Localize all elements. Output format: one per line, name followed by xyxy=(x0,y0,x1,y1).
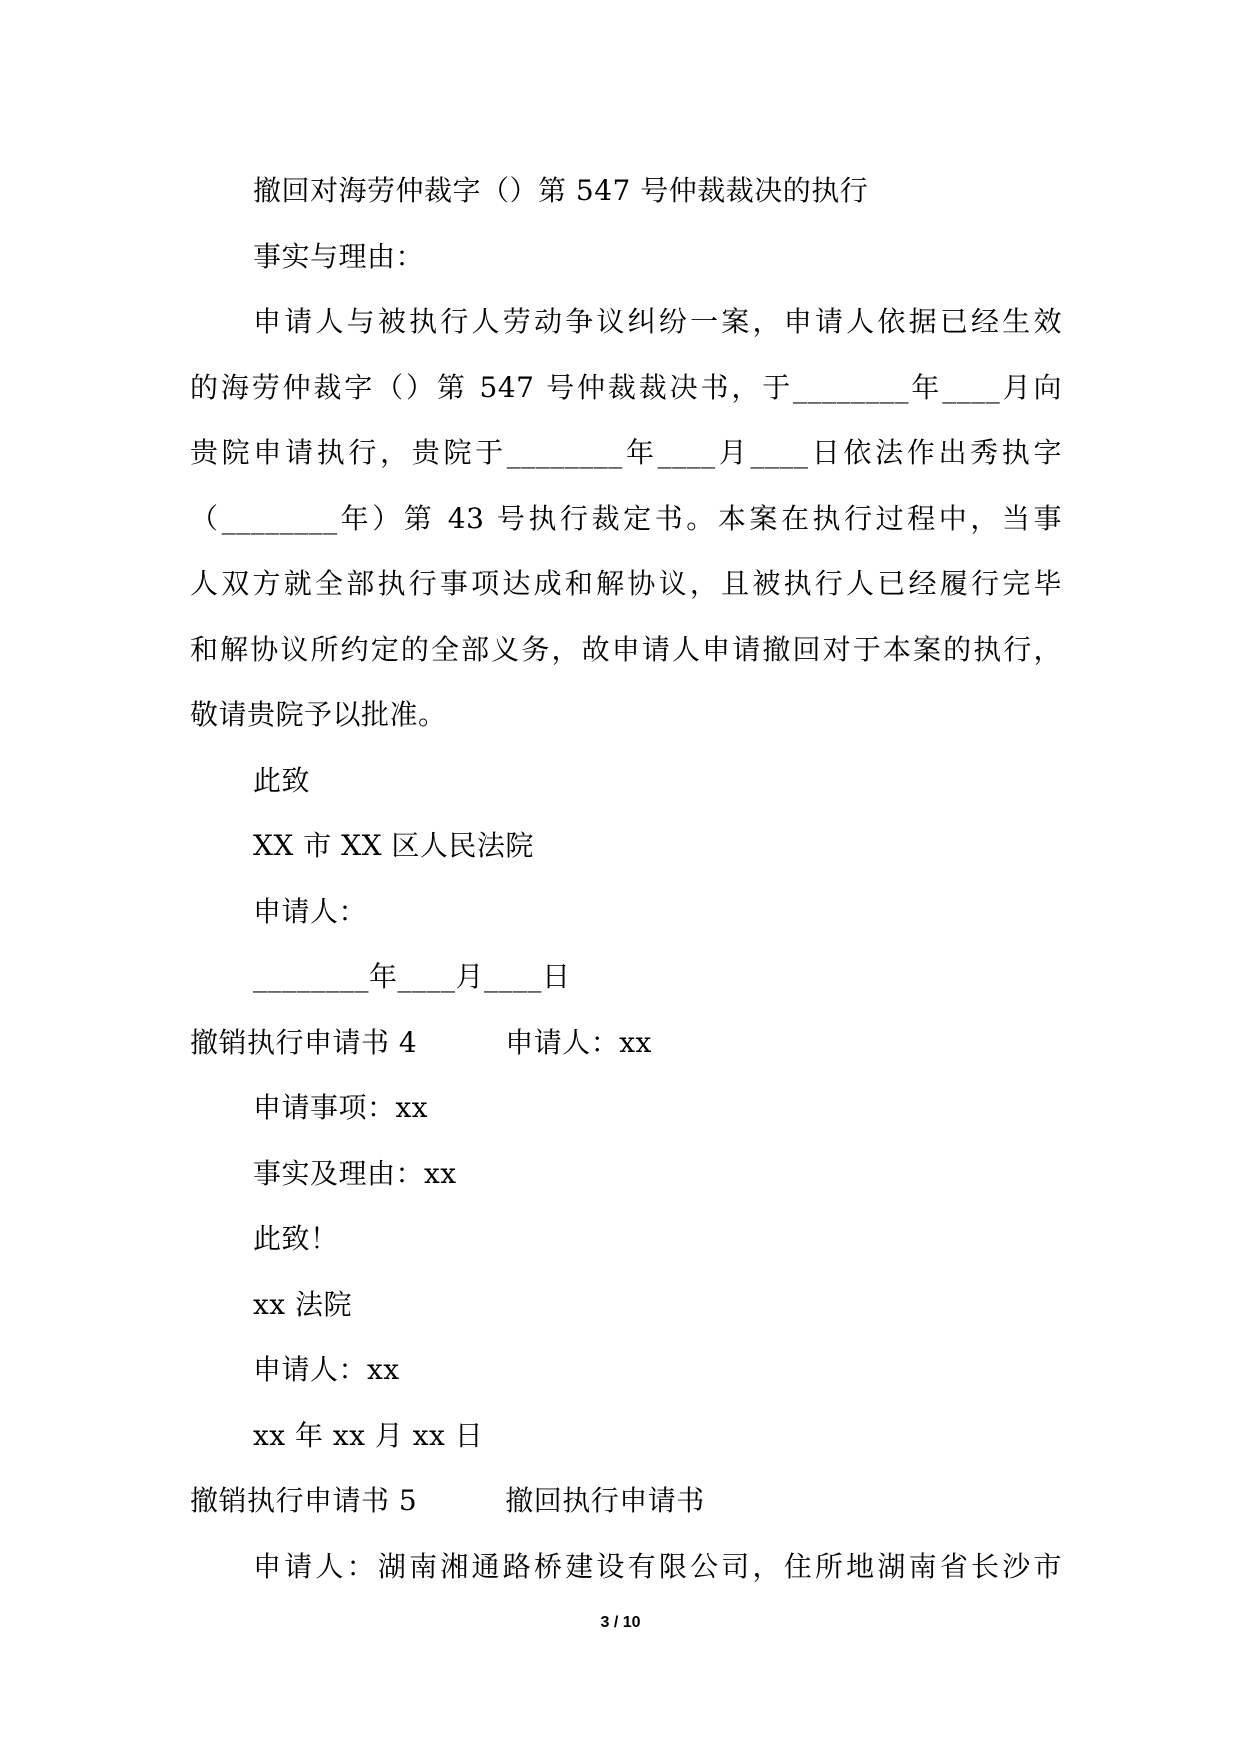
paragraph-line: 申请人与被执行人劳动争议纠纷一案，申请人依据已经生效 xyxy=(253,305,1062,338)
request-items: 申请事项：xx xyxy=(253,1091,429,1124)
applicant-info: 申请人：湖南湘通路桥建设有限公司，住所地湖南省长沙市 xyxy=(253,1549,1062,1583)
court-name: XX 市 XX 区人民法院 xyxy=(253,829,534,862)
paragraph-line: 人双方就全部执行事项达成和解协议，且被执行人已经履行完毕 xyxy=(190,567,1062,600)
court-name: xx 法院 xyxy=(253,1287,352,1321)
paragraph-line: 敬请贵院予以批准。 xyxy=(190,698,447,731)
section-4-heading-line xyxy=(190,1010,1062,1076)
salutation: 此致 xyxy=(253,763,311,797)
section-5-title: 撤回执行申请书 xyxy=(505,1484,705,1517)
section-4-applicant: 申请人：xx xyxy=(505,1025,652,1059)
section-5-heading-line xyxy=(190,1468,1062,1534)
section-4-heading: 撤销执行申请书 4 xyxy=(190,1025,418,1059)
salutation: 此致！ xyxy=(253,1222,339,1255)
paragraph-line: （________年）第 43 号执行裁定书。本案在执行过程中，当事 xyxy=(190,501,1062,535)
paragraph-line: 和解协议所约定的全部义务，故申请人申请撤回对于本案的执行， xyxy=(190,632,1062,666)
page-number: 3 / 10 xyxy=(600,1614,641,1631)
date-line: xx 年 xx 月 xx 日 xyxy=(253,1418,484,1452)
section-label-facts: 事实与理由： xyxy=(253,239,425,273)
section-5-heading: 撤销执行申请书 5 xyxy=(190,1484,418,1517)
date-line: ________年____月____日 xyxy=(253,960,571,993)
paragraph-line: 的海劳仲裁字（）第 547 号仲裁裁决书，于________年____月向 xyxy=(190,370,1062,404)
paragraph-line: 撤回对海劳仲裁字（）第 547 号仲裁裁决的执行 xyxy=(253,174,869,207)
facts-and-reasons: 事实及理由：xx xyxy=(253,1156,457,1190)
document-body xyxy=(190,158,1062,1599)
paragraph-line: 贵院申请执行，贵院于________年____月____日依法作出秀执字 xyxy=(190,436,1062,469)
applicant-signature: 申请人：xx xyxy=(253,1353,400,1386)
applicant-label: 申请人： xyxy=(253,894,368,928)
